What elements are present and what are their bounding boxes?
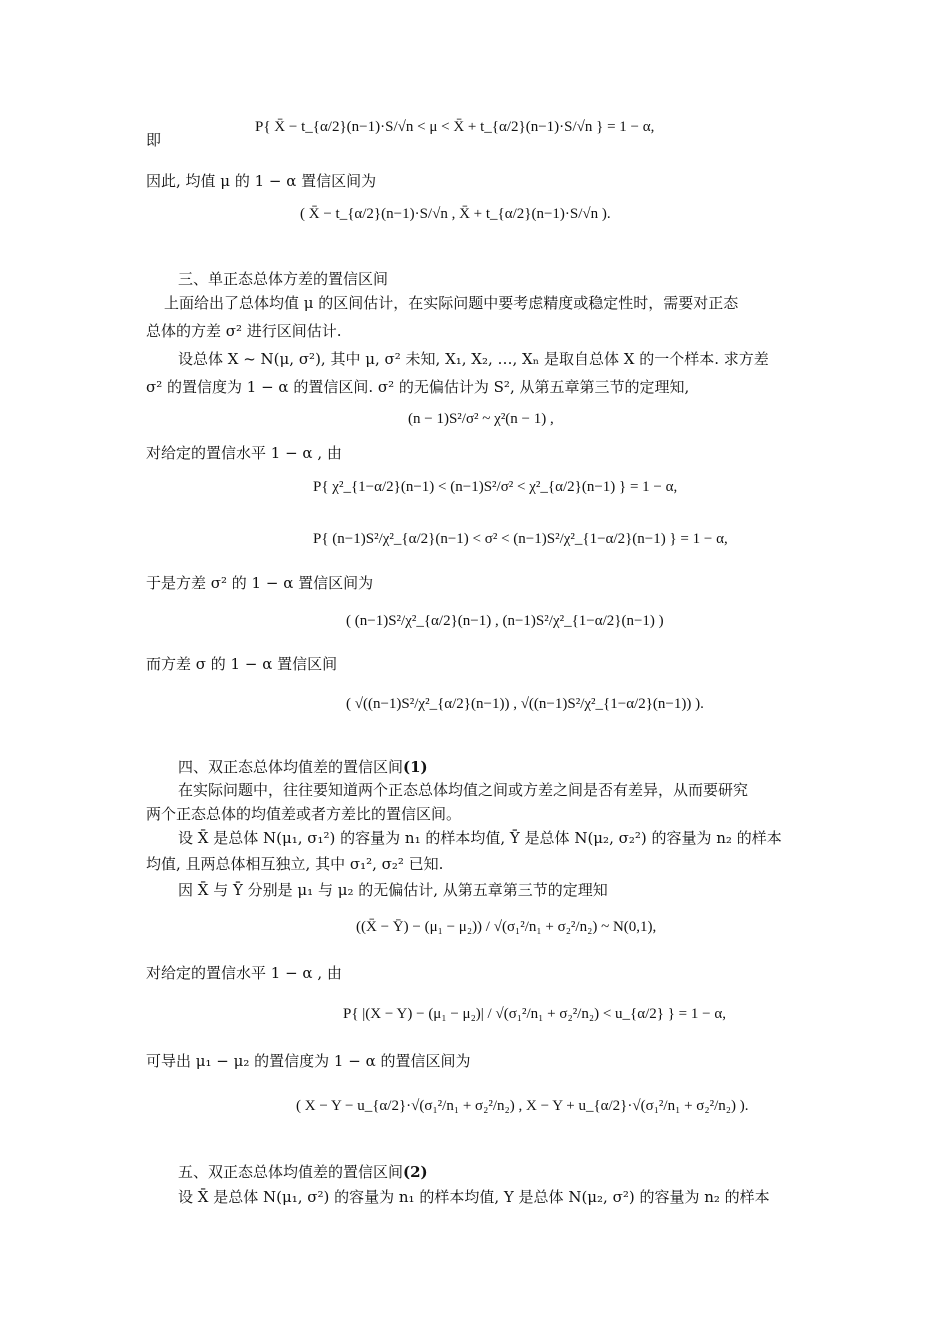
paragraph-3-line-4: σ² 的置信度为 1 − α 的置信区间. σ² 的无偏估计为 S², 从第五章第三节的定理知, bbox=[146, 378, 690, 396]
formula-mean-diff-probability: P{ |(X − Y) − (μ₁ − μ₂)| / √(σ₁²/n₁ + σ₂²/n₂) < u_{α/2} } = 1 − α, bbox=[343, 1006, 726, 1022]
section-5-title-text: 五、双正态总体均值差的置信区间 bbox=[178, 1163, 404, 1181]
paragraph-3-line-7: 而方差 σ 的 1 − α 置信区间 bbox=[146, 655, 338, 673]
formula-sd-interval: ( √((n−1)S²/χ²_{α/2}(n−1)) , √((n−1)S²/χ²_{1−α/2}(n−1)) ). bbox=[346, 696, 704, 712]
section-5-number: (2) bbox=[403, 1163, 428, 1181]
section-5-title bbox=[178, 1163, 428, 1181]
paragraph-3-line-1: 上面给出了总体均值 μ 的区间估计，在实际问题中要考虑精度或稳定性时，需要对正态 bbox=[164, 294, 739, 312]
paragraph-4-line-6: 对给定的置信水平 1 − α , 由 bbox=[146, 964, 342, 982]
paragraph-3-line-3: 设总体 X ~ N(μ, σ²), 其中 μ, σ² 未知, X₁, X₂, …, Xₙ 是取自总体 X 的一个样本. 求方差 bbox=[178, 350, 769, 368]
paragraph-3-line-5: 对给定的置信水平 1 − α , 由 bbox=[146, 444, 342, 462]
text-mean-interval-intro: 因此, 均值 μ 的 1 − α 置信区间为 bbox=[146, 172, 377, 190]
paragraph-4-line-2: 两个正态总体的均值差或者方差比的置信区间。 bbox=[146, 805, 462, 823]
paragraph-4-line-4: 均值, 且两总体相互独立, 其中 σ₁², σ₂² 已知. bbox=[146, 855, 444, 873]
formula-variance-interval: ( (n−1)S²/χ²_{α/2}(n−1) , (n−1)S²/χ²_{1−α/2}(n−1) ) bbox=[346, 613, 664, 629]
section-3-title: 三、单正态总体方差的置信区间 bbox=[178, 270, 389, 288]
text-ji: 即 bbox=[146, 131, 162, 149]
paragraph-3-line-6: 于是方差 σ² 的 1 − α 置信区间为 bbox=[146, 574, 374, 592]
formula-mean-interval: ( X̄ − t_{α/2}(n−1)·S/√n , X̄ + t_{α/2}(n−1)·S/√n ). bbox=[300, 206, 611, 222]
section-4-title bbox=[178, 758, 428, 776]
formula-mean-diff-interval: ( X − Y − u_{α/2}·√(σ₁²/n₁ + σ₂²/n₂) , X − Y + u_{α/2}·√(σ₁²/n₁ + σ₂²/n₂) ). bbox=[296, 1098, 749, 1114]
paragraph-4-line-3: 设 X̄ 是总体 N(μ₁, σ₁²) 的容量为 n₁ 的样本均值, Ȳ 是总体 N(μ₂, σ₂²) 的容量为 n₂ 的样本 bbox=[178, 829, 782, 847]
section-4-title-text: 四、双正态总体均值差的置信区间 bbox=[178, 758, 404, 776]
formula-chi-square-probability: P{ χ²_{1−α/2}(n−1) < (n−1)S²/σ² < χ²_{α/2}(n−1) } = 1 − α, bbox=[313, 479, 678, 495]
formula-standard-normal: ((X̄ − Ȳ) − (μ₁ − μ₂)) / √(σ₁²/n₁ + σ₂²/n₂) ~ N(0,1), bbox=[356, 919, 657, 935]
paragraph-4-line-7: 可导出 μ₁ − μ₂ 的置信度为 1 − α 的置信区间为 bbox=[146, 1052, 471, 1070]
paragraph-5-line-1: 设 X̄ 是总体 N(μ₁, σ²) 的容量为 n₁ 的样本均值, Y 是总体 N(μ₂, σ²) 的容量为 n₂ 的样本 bbox=[178, 1188, 770, 1206]
paragraph-4-line-5: 因 X̄ 与 Ȳ 分别是 μ₁ 与 μ₂ 的无偏估计, 从第五章第三节的定理知 bbox=[178, 881, 608, 899]
section-4-number: (1) bbox=[403, 758, 428, 776]
formula-variance-probability: P{ (n−1)S²/χ²_{α/2}(n−1) < σ² < (n−1)S²/χ²_{1−α/2}(n−1) } = 1 − α, bbox=[313, 531, 728, 547]
paragraph-3-line-2: 总体的方差 σ² 进行区间估计. bbox=[146, 322, 342, 340]
formula-mean-probability: P{ X̄ − t_{α/2}(n−1)·S/√n < μ < X̄ + t_{α/2}(n−1)·S/√n } = 1 − α, bbox=[255, 119, 655, 135]
formula-chi-square-distribution: (n − 1)S²/σ² ~ χ²(n − 1) , bbox=[408, 411, 554, 427]
paragraph-4-line-1: 在实际问题中，往往要知道两个正态总体均值之间或方差之间是否有差异，从而要研究 bbox=[178, 781, 749, 799]
